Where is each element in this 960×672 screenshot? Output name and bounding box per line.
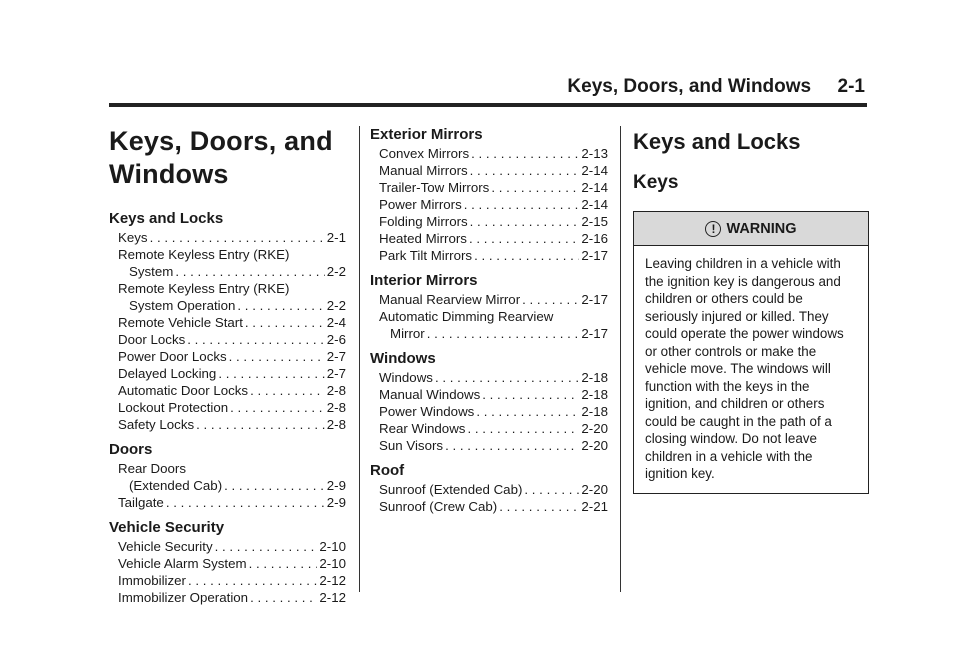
- dot-leader: [245, 314, 325, 331]
- toc-entry-text: Sunroof (Extended Cab): [379, 482, 523, 497]
- dot-leader: [464, 196, 580, 213]
- header-rule: [109, 103, 867, 107]
- warning-text: [634, 246, 868, 493]
- toc-entry-text: Convex Mirrors: [379, 146, 470, 161]
- toc-entry-text: Remote Vehicle Start: [118, 315, 243, 330]
- toc-section-title: Doors: [109, 441, 153, 458]
- toc-entry[interactable]: [118, 297, 346, 314]
- toc-entry[interactable]: [379, 386, 608, 403]
- toc-entry-text: Manual Mirrors: [379, 163, 468, 178]
- toc-entry[interactable]: [379, 291, 608, 308]
- dot-leader: [166, 494, 325, 511]
- dot-leader: [250, 382, 325, 399]
- dot-leader: [175, 263, 324, 280]
- toc-entry[interactable]: [379, 481, 608, 498]
- toc-entry-page: 2-10: [319, 539, 346, 554]
- warning-text-line: could be caught in the path of a: [645, 413, 832, 429]
- toc-entry-page: 2-14: [581, 180, 608, 195]
- toc-entry-page: 2-13: [581, 146, 608, 161]
- toc-entry-text: System: [129, 264, 174, 279]
- dot-leader: [435, 369, 579, 386]
- toc-section-title: Interior Mirrors: [370, 272, 478, 289]
- toc-entry-text: Automatic Dimming Rearview: [379, 309, 554, 324]
- warning-box: [633, 211, 869, 494]
- header-title: Keys, Doors, and Windows: [567, 76, 812, 97]
- toc-entry[interactable]: [379, 325, 608, 342]
- column-divider: [620, 126, 621, 592]
- chapter-title-line: Keys, Doors, and: [109, 126, 333, 156]
- toc-entries: [370, 291, 608, 342]
- warning-text-line: ignition, and children or others: [645, 396, 825, 411]
- toc-entry-page: 2-10: [319, 556, 346, 571]
- toc-entry-page: 2-8: [326, 400, 346, 415]
- toc-entry-text: Vehicle Alarm System: [118, 556, 247, 571]
- toc-entry-text: Tailgate: [118, 495, 164, 510]
- toc-entry[interactable]: [379, 247, 608, 264]
- warning-text-line: ignition key.: [645, 466, 715, 481]
- toc-entry-page: 2-18: [581, 370, 608, 385]
- dot-leader: [196, 416, 325, 433]
- body-column: [633, 125, 869, 494]
- toc-entry-page: 2-17: [581, 292, 608, 307]
- toc-section-title: Roof: [370, 462, 405, 479]
- chapter-title-line: Windows: [109, 159, 229, 189]
- toc-entry-text: Heated Mirrors: [379, 231, 467, 246]
- toc-entry[interactable]: [118, 348, 346, 365]
- toc-entry-text: (Extended Cab): [129, 478, 223, 493]
- toc-entry-page: 2-1: [326, 230, 346, 245]
- toc-entry-page: 2-14: [581, 163, 608, 178]
- dot-leader: [150, 229, 325, 246]
- toc-entry[interactable]: [118, 589, 346, 606]
- warning-text-line: vehicle move. The windows will: [645, 361, 831, 376]
- toc-entries: [109, 538, 346, 606]
- toc-entry-page: 2-2: [326, 298, 346, 313]
- toc-entry[interactable]: [379, 420, 608, 437]
- toc-entry-page: 2-4: [326, 315, 346, 330]
- toc-entry-page: 2-21: [581, 499, 608, 514]
- toc-entry-text: Safety Locks: [118, 417, 195, 432]
- dot-leader: [250, 589, 317, 606]
- toc-section-doors: [109, 440, 346, 511]
- header-page-number: 2-1: [837, 76, 865, 97]
- toc-entry-text: Sun Visors: [379, 438, 444, 453]
- toc-entry-page: 2-20: [581, 482, 608, 497]
- warning-text-line: children in a vehicle with the: [645, 448, 813, 464]
- warning-text-line: the ignition key is dangerous and: [645, 273, 841, 289]
- toc-column-2: [370, 125, 608, 522]
- toc-entry-text: Keys: [118, 230, 148, 245]
- warning-text-line: function with the keys in the: [645, 378, 810, 394]
- toc-section-title: Exterior Mirrors: [370, 126, 483, 143]
- toc-section-title: Vehicle Security: [109, 519, 225, 536]
- toc-entry[interactable]: [118, 263, 346, 280]
- dot-leader: [427, 325, 580, 342]
- toc-section-keys-and-locks: [109, 209, 346, 433]
- toc-entry-page: 2-18: [581, 387, 608, 402]
- toc-entry-page: 2-9: [326, 495, 346, 510]
- section-heading: Keys and Locks: [633, 129, 801, 154]
- toc-entry-text: Sunroof (Crew Cab): [379, 499, 498, 514]
- warning-label: WARNING: [726, 220, 797, 237]
- warning-text-line: children or others could be: [645, 291, 803, 306]
- toc-entry[interactable]: [118, 416, 346, 433]
- warning-header: [634, 212, 868, 246]
- toc-entry[interactable]: [379, 369, 608, 386]
- toc-entry[interactable]: [118, 229, 346, 246]
- toc-entry-text: Power Mirrors: [379, 197, 462, 212]
- toc-section-title: Windows: [370, 350, 436, 367]
- toc-entry-text: Immobilizer: [118, 573, 186, 588]
- toc-entry-text: Mirror: [390, 326, 425, 341]
- toc-entry-text: Manual Windows: [379, 387, 481, 402]
- dot-leader: [229, 348, 325, 365]
- toc-entry-page: 2-16: [581, 231, 608, 246]
- toc-entry-page: 2-17: [581, 248, 608, 263]
- toc-entry-text: Power Windows: [379, 404, 475, 419]
- toc-entry-page: 2-8: [326, 383, 346, 398]
- dot-leader: [499, 498, 579, 515]
- dot-leader: [188, 572, 317, 589]
- toc-entry[interactable]: [118, 477, 346, 494]
- toc-column-1: [109, 125, 346, 613]
- dot-leader: [469, 230, 579, 247]
- dot-leader: [470, 162, 580, 179]
- toc-entry[interactable]: [118, 399, 346, 416]
- toc-entry[interactable]: [118, 382, 346, 399]
- toc-entry[interactable]: [118, 572, 346, 589]
- toc-section-vehicle-security: [109, 518, 346, 606]
- chapter-title: [109, 125, 346, 191]
- toc-section-title: Keys and Locks: [109, 210, 224, 227]
- dot-leader: [522, 291, 579, 308]
- dot-leader: [471, 145, 579, 162]
- toc-entries: [370, 481, 608, 515]
- warning-text-line: Leaving children in a vehicle with: [645, 256, 841, 271]
- toc-entry[interactable]: [379, 498, 608, 515]
- dot-leader: [470, 213, 580, 230]
- dot-leader: [249, 555, 318, 572]
- toc-entry[interactable]: [118, 494, 346, 511]
- toc-entry[interactable]: [379, 162, 608, 179]
- toc-entries: [109, 229, 346, 433]
- toc-entries: [370, 369, 608, 454]
- dot-leader: [224, 477, 325, 494]
- toc-entry[interactable]: [379, 437, 608, 454]
- running-header: [520, 76, 865, 98]
- dot-leader: [218, 365, 324, 382]
- toc-entry-text: Remote Keyless Entry (RKE): [118, 247, 290, 262]
- toc-entry-page: 2-6: [326, 332, 346, 347]
- toc-entry[interactable]: [379, 403, 608, 420]
- toc-entry[interactable]: [118, 314, 346, 331]
- toc-entry-text: Folding Mirrors: [379, 214, 468, 229]
- toc-entry-text: Park Tilt Mirrors: [379, 248, 473, 263]
- toc-entry[interactable]: [379, 196, 608, 213]
- warning-text-line: could operate the power windows: [645, 326, 844, 341]
- dot-leader: [476, 403, 579, 420]
- toc-entries: [370, 145, 608, 264]
- dot-leader: [237, 297, 324, 314]
- toc-entry-text: Rear Windows: [379, 421, 466, 436]
- toc-entry-text: Delayed Locking: [118, 366, 217, 381]
- toc-section-windows: [370, 349, 608, 454]
- toc-section-interior-mirrors: [370, 271, 608, 342]
- toc-entry-text: Immobilizer Operation: [118, 590, 249, 605]
- toc-entry[interactable]: [118, 365, 346, 382]
- warning-text-line: closing window. Do not leave: [645, 431, 817, 446]
- toc-entry-page: 2-7: [326, 366, 346, 381]
- toc-entry-page: 2-18: [581, 404, 608, 419]
- dot-leader: [491, 179, 579, 196]
- dot-leader: [230, 399, 325, 416]
- toc-entry-text: System Operation: [129, 298, 236, 313]
- toc-entry-text: Power Door Locks: [118, 349, 227, 364]
- toc-entry-text: Trailer-Tow Mirrors: [379, 180, 490, 195]
- toc-section-roof: [370, 461, 608, 515]
- toc-entry-text: Door Locks: [118, 332, 186, 347]
- toc-entry-text: Windows: [379, 370, 433, 385]
- toc-entry-text: Remote Keyless Entry (RKE): [118, 281, 290, 296]
- toc-section-exterior-mirrors: [370, 125, 608, 264]
- toc-entry[interactable]: [379, 145, 608, 162]
- toc-entry[interactable]: [118, 555, 346, 572]
- toc-entry-text: Manual Rearview Mirror: [379, 292, 521, 307]
- toc-entry-text: Automatic Door Locks: [118, 383, 249, 398]
- toc-entry-page: 2-12: [319, 573, 346, 588]
- toc-entry-page: 2-15: [581, 214, 608, 229]
- column-divider: [359, 126, 360, 592]
- toc-entry-page: 2-17: [581, 326, 608, 341]
- toc-entry-page: 2-12: [319, 590, 346, 605]
- toc-entry[interactable]: [379, 230, 608, 247]
- subsection-heading: Keys: [633, 172, 679, 193]
- toc-entry-page: 2-2: [326, 264, 346, 279]
- warning-circle-icon: !: [705, 221, 721, 237]
- toc-entries: [109, 460, 346, 511]
- toc-entry[interactable]: [379, 213, 608, 230]
- dot-leader: [474, 247, 579, 264]
- toc-entry-text: Lockout Protection: [118, 400, 229, 415]
- toc-entry[interactable]: [379, 179, 608, 196]
- dot-leader: [445, 437, 579, 454]
- dot-leader: [187, 331, 325, 348]
- dot-leader: [467, 420, 579, 437]
- toc-entry-page: 2-7: [326, 349, 346, 364]
- toc-entry-text: Rear Doors: [118, 461, 186, 476]
- toc-entry-text: Vehicle Security: [118, 539, 213, 554]
- toc-entry[interactable]: [118, 538, 346, 555]
- toc-entry-page: 2-20: [581, 421, 608, 436]
- toc-entry-page: 2-9: [326, 478, 346, 493]
- dot-leader: [482, 386, 579, 403]
- toc-entry-page: 2-8: [326, 417, 346, 432]
- warning-text-line: or other controls or make the: [645, 343, 817, 359]
- toc-entry-page: 2-20: [581, 438, 608, 453]
- warning-text-line: seriously injured or killed. They: [645, 308, 829, 324]
- dot-leader: [215, 538, 318, 555]
- toc-entry[interactable]: [118, 331, 346, 348]
- toc-entry-page: 2-14: [581, 197, 608, 212]
- dot-leader: [524, 481, 579, 498]
